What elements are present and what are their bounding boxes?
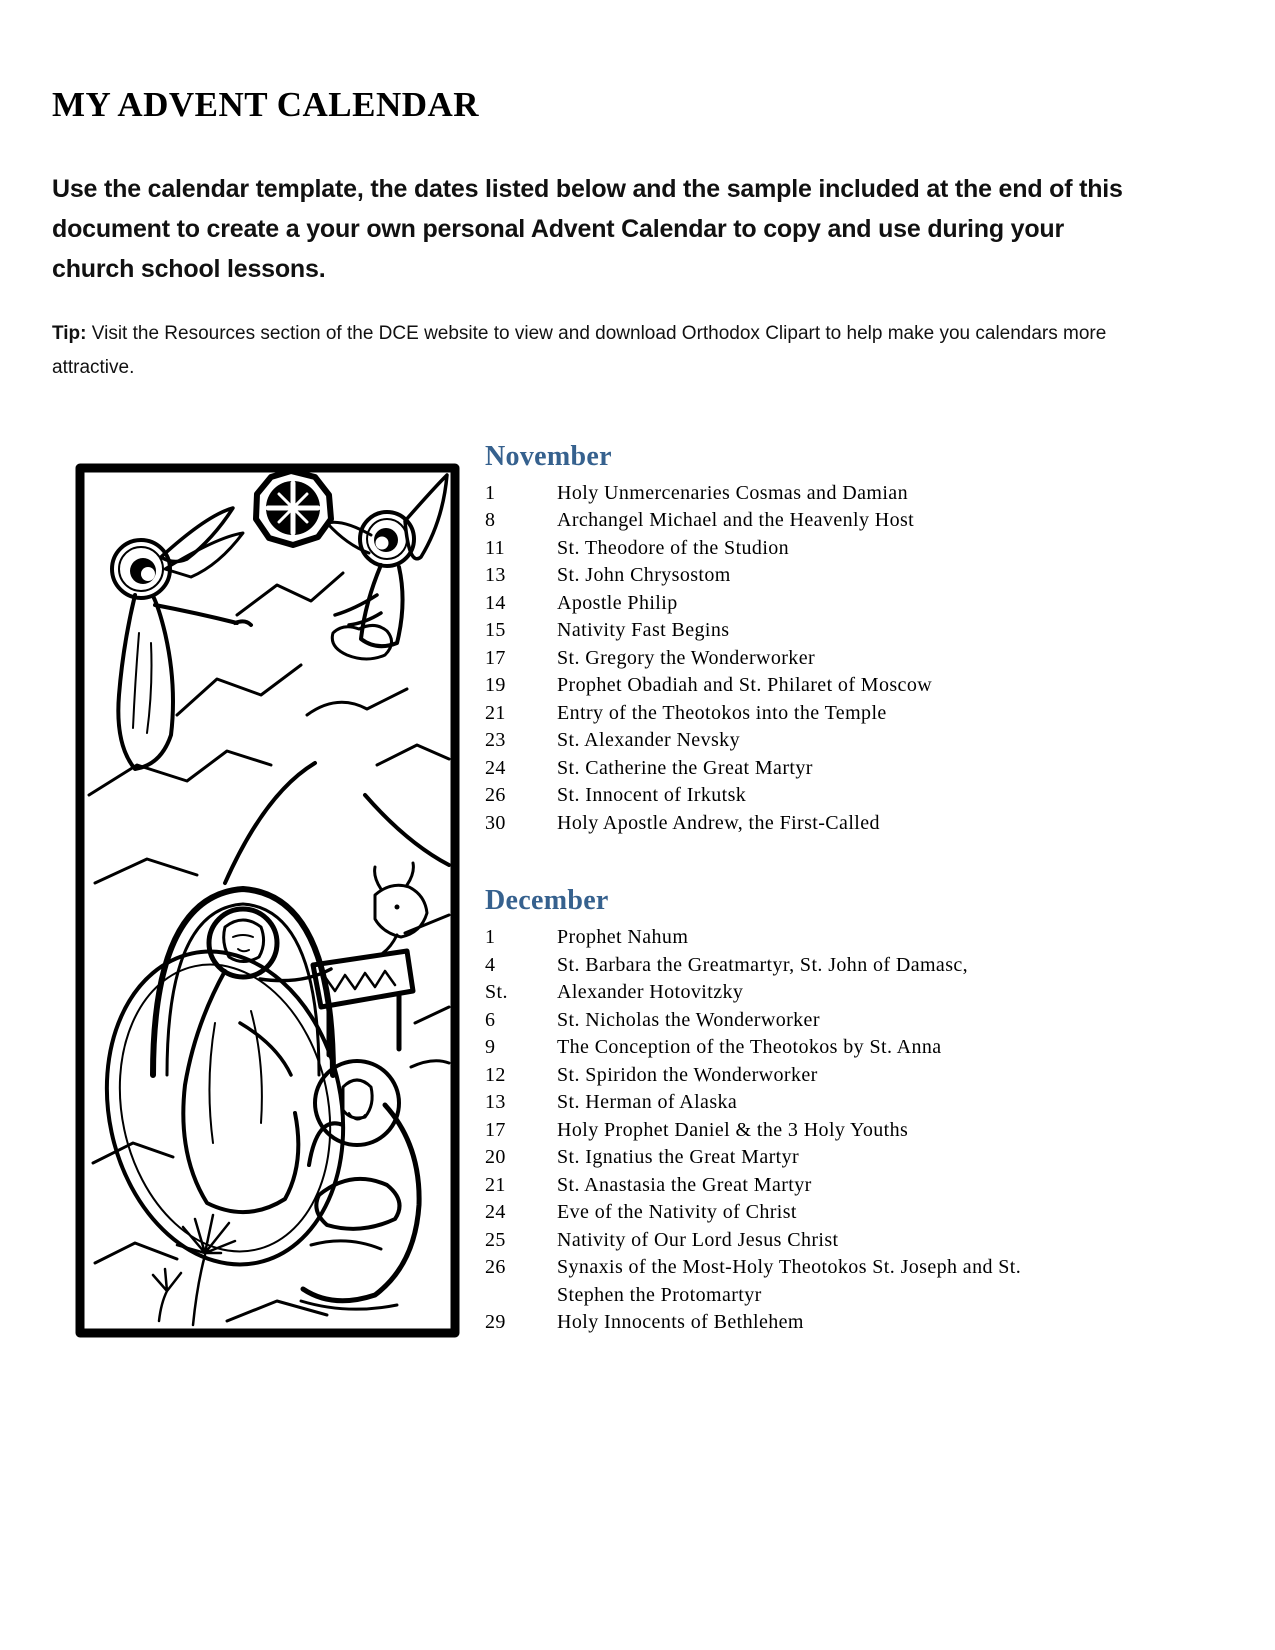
entry-date: 11 <box>485 536 506 559</box>
calendar-entry-row <box>485 727 1145 755</box>
nativity-line-art-svg <box>75 463 460 1338</box>
entry-event: St. Spiridon the Wonderworker <box>557 1063 818 1086</box>
month-heading-november: November <box>485 440 612 472</box>
entry-date: 8 <box>485 509 496 532</box>
month-section-december <box>485 885 1145 1337</box>
calendar-entry-row <box>485 507 1145 535</box>
entry-event: Prophet Nahum <box>557 926 689 949</box>
entry-date: 15 <box>485 619 506 642</box>
entry-event: St. Ignatius the Great Martyr <box>557 1146 800 1169</box>
star-of-bethlehem-icon <box>256 471 331 545</box>
entry-date: 17 <box>485 1118 506 1141</box>
entry-event: Holy Innocents of Bethlehem <box>557 1311 804 1334</box>
entry-date: 21 <box>485 701 506 724</box>
entry-event: St. Herman of Alaska <box>557 1091 738 1114</box>
entry-event: Holy Prophet Daniel & the 3 Holy Youths <box>557 1118 909 1141</box>
content-row <box>52 441 1190 1338</box>
calendar-entry-row <box>485 952 1145 980</box>
entry-event: St. Innocent of Irkutsk <box>557 784 747 807</box>
calendar-entry-row <box>485 1309 1145 1337</box>
calendar-entry-row <box>485 1089 1145 1117</box>
entry-date: 17 <box>485 646 506 669</box>
entry-date: 19 <box>485 674 506 697</box>
entry-date: 1 <box>485 926 496 949</box>
nativity-illustration <box>75 463 460 1338</box>
cave-arch <box>153 889 333 1075</box>
calendar-entry-row <box>485 645 1145 673</box>
entry-date: 4 <box>485 953 496 976</box>
calendar-entry-row <box>485 1007 1145 1035</box>
entry-event: Eve of the Nativity of Christ <box>557 1201 797 1224</box>
december-entries <box>485 924 1145 1337</box>
entry-date: 24 <box>485 756 506 779</box>
calendar-entry-row <box>485 1034 1145 1062</box>
entry-event: Prophet Obadiah and St. Philaret of Moscow <box>557 674 933 697</box>
calendar-entry-row <box>485 1144 1145 1172</box>
right-angel-icon <box>327 475 447 659</box>
calendar-entry-row <box>485 1062 1145 1090</box>
calendar-entry-row <box>485 617 1145 645</box>
entry-event: St. John Chrysostom <box>557 564 731 587</box>
calendar-entry-row <box>485 1172 1145 1200</box>
entry-event: St. Catherine the Great Martyr <box>557 756 813 779</box>
entry-event: St. Barbara the Greatmartyr, St. John of Damasc, <box>557 953 969 976</box>
entry-date: 21 <box>485 1173 506 1196</box>
tip-label: Tip: <box>52 322 87 344</box>
joseph-figure <box>301 1061 419 1309</box>
theotokos-figure <box>79 909 372 1287</box>
entry-event: Holy Unmercenaries Cosmas and Damian <box>557 481 908 504</box>
intro-paragraph: Use the calendar template, the dates listed below and the sample included at the end of this document to create a your own personal Advent Calendar to copy and use during your church school lessons. <box>52 174 1123 283</box>
calendar-entry-row <box>485 672 1145 700</box>
entry-date: 14 <box>485 591 506 614</box>
tip-paragraph <box>52 317 1144 385</box>
entry-date: 9 <box>485 1036 496 1059</box>
calendar-entry-row <box>485 1199 1145 1227</box>
entry-event: St. Gregory the Wonderworker <box>557 646 816 669</box>
calendar-entry-row <box>485 590 1145 618</box>
entry-date: 20 <box>485 1146 506 1169</box>
entry-date: 24 <box>485 1201 506 1224</box>
entry-date: 30 <box>485 811 506 834</box>
november-entries <box>485 480 1145 838</box>
calendar-entry-row <box>485 480 1145 508</box>
entry-date: 13 <box>485 1091 506 1114</box>
calendar-entry-row <box>485 924 1145 952</box>
month-heading-december: December <box>485 885 609 917</box>
tip-text: Visit the Resources section of the DCE website to view and download Orthodox Clipart to help make you calendars more attractive. <box>52 322 1107 378</box>
page-title: MY ADVENT CALENDAR <box>52 85 480 124</box>
entry-event: Alexander Hotovitzky <box>557 981 744 1004</box>
entry-date: 25 <box>485 1228 506 1251</box>
calendar-entry-row <box>485 1254 1145 1309</box>
entry-event: St. Nicholas the Wonderworker <box>557 1008 820 1031</box>
calendar-entry-row <box>485 562 1145 590</box>
entry-event: Entry of the Theotokos into the Temple <box>557 701 887 724</box>
calendar-entry-row <box>485 979 1145 1007</box>
entry-date: 23 <box>485 729 506 752</box>
entry-event: Holy Apostle Andrew, the First-Called <box>557 811 880 834</box>
entry-event: Nativity Fast Begins <box>557 619 730 642</box>
entry-date: 29 <box>485 1311 506 1334</box>
calendar-entry-row <box>485 755 1145 783</box>
entry-event: Archangel Michael and the Heavenly Host <box>557 509 915 532</box>
entry-event: Nativity of Our Lord Jesus Christ <box>557 1228 839 1251</box>
calendar-entry-row <box>485 1117 1145 1145</box>
entry-date: 26 <box>485 784 506 807</box>
date-lists <box>485 441 1145 1337</box>
calendar-entry-row <box>485 810 1145 838</box>
entry-date: 6 <box>485 1008 496 1031</box>
entry-event: St. Alexander Nevsky <box>557 729 740 752</box>
entry-date: 26 <box>485 1256 506 1279</box>
left-angel-icon <box>112 508 251 769</box>
calendar-entry-row <box>485 700 1145 728</box>
entry-date: 12 <box>485 1063 506 1086</box>
entry-date: 13 <box>485 564 506 587</box>
ox-icon <box>375 863 427 953</box>
month-section-november <box>485 441 1145 838</box>
calendar-entry-row <box>485 1227 1145 1255</box>
entry-event: The Conception of the Theotokos by St. Anna <box>557 1036 942 1059</box>
entry-date: St. <box>485 981 508 1004</box>
entry-event: Apostle Philip <box>557 591 678 614</box>
entry-event: Synaxis of the Most-Holy Theotokos St. Joseph and St. Stephen the Protomartyr <box>557 1256 1022 1306</box>
entry-date: 1 <box>485 481 496 504</box>
entry-event: St. Theodore of the Studion <box>557 536 790 559</box>
calendar-entry-row <box>485 535 1145 563</box>
entry-event: St. Anastasia the Great Martyr <box>557 1173 812 1196</box>
calendar-entry-row <box>485 782 1145 810</box>
